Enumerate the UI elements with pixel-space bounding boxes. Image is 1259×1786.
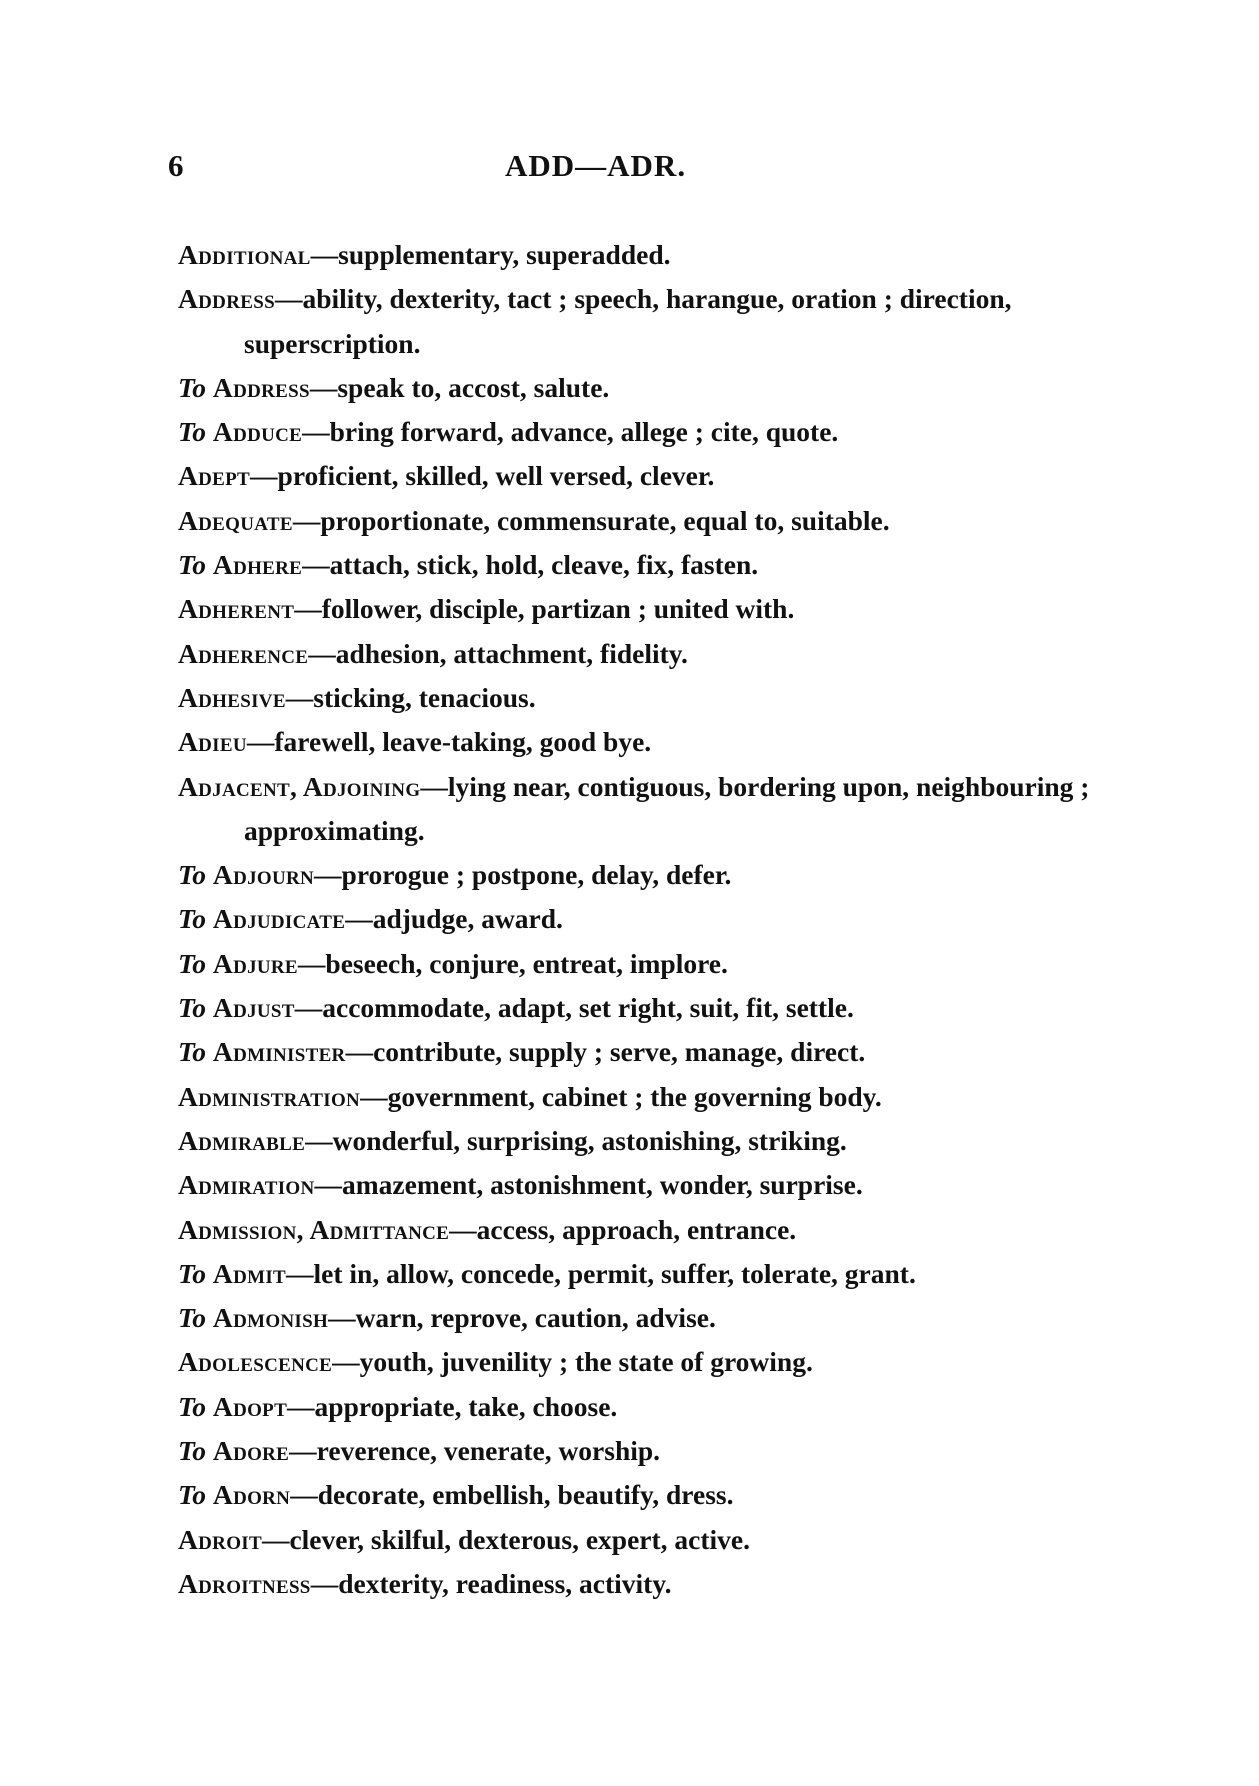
entry-definition: —lying near, contiguous, bordering upon, neighbouring ; approximating.: [244, 770, 1090, 846]
entry: [178, 720, 1098, 764]
entry-headword: Adieu: [178, 726, 247, 758]
entry: [178, 676, 1098, 720]
entry-headword: Adjure: [212, 947, 298, 979]
entry-definition: —bring forward, advance, allege ; cite, quote.: [302, 416, 839, 448]
entry-headword: Adept: [178, 460, 251, 492]
entry-prefix: To: [178, 1479, 213, 1511]
entry-definition: —access, approach, entrance.: [449, 1213, 797, 1245]
entry: [178, 1252, 1098, 1296]
entry-definition: —let in, allow, concede, permit, suffer, tolerate, grant.: [286, 1257, 916, 1289]
entry: [178, 1030, 1098, 1074]
entry-headword: Adroit: [178, 1523, 262, 1555]
entry-definition: —prorogue ; postpone, delay, defer.: [314, 859, 732, 891]
entry-definition: —ability, dexterity, tact ; speech, harangue, oration ; direction, superscription.: [244, 283, 1012, 359]
entry-headword: Adjourn: [212, 859, 315, 891]
entry: [178, 587, 1098, 631]
entry-prefix: To: [178, 1390, 213, 1422]
entry-prefix: To: [178, 1302, 213, 1334]
entry: [178, 233, 1098, 277]
entry-definition: —decorate, embellish, beautify, dress.: [290, 1479, 734, 1511]
page-number: 6: [168, 148, 185, 183]
entry-definition: —amazement, astonishment, wonder, surprise.: [314, 1169, 863, 1201]
entry-prefix: To: [178, 549, 213, 581]
entry: [178, 1473, 1098, 1517]
entry: [178, 986, 1098, 1030]
entry-definition: —contribute, supply ; serve, manage, direct.: [345, 1036, 866, 1068]
entry-definition: —dexterity, readiness, activity.: [310, 1567, 672, 1599]
entry-definition: —warn, reprove, caution, advise.: [328, 1302, 716, 1334]
entry-headword: Adroitness: [178, 1567, 311, 1599]
entry: [178, 1296, 1098, 1340]
entry: [178, 499, 1098, 543]
entry: [178, 1518, 1098, 1562]
entry: [178, 410, 1098, 454]
entry-headword: Admonish: [212, 1302, 329, 1334]
entry-headword: Address: [178, 283, 275, 315]
entry-prefix: To: [178, 1435, 213, 1467]
entry-headword: Adjacent, Adjoining: [178, 770, 421, 802]
running-head: ADD—ADR.: [505, 148, 687, 183]
entry-headword: Admit: [212, 1257, 286, 1289]
entry-headword: Adorn: [212, 1479, 291, 1511]
entry: [178, 543, 1098, 587]
entry-headword: Admirable: [178, 1124, 306, 1156]
entry: [178, 853, 1098, 897]
entry-headword: Adherent: [178, 593, 295, 625]
entry: [178, 942, 1098, 986]
entry: [178, 1208, 1098, 1252]
entry-definition: —wonderful, surprising, astonishing, striking.: [305, 1124, 847, 1156]
entry: [178, 454, 1098, 498]
entry-headword: Adolescence: [178, 1346, 333, 1378]
entry-headword: Adduce: [212, 416, 303, 448]
entry-list: [178, 233, 1098, 1606]
entry: [178, 765, 1098, 854]
entry-headword: Adequate: [178, 504, 293, 536]
entry-definition: —beseech, conjure, entreat, implore.: [297, 947, 728, 979]
entry: [178, 897, 1098, 941]
entry-definition: —accommodate, adapt, set right, suit, fit, settle.: [294, 992, 854, 1024]
entry: [178, 1075, 1098, 1119]
entry: [178, 1385, 1098, 1429]
entry: [178, 1119, 1098, 1163]
entry: [178, 277, 1098, 366]
entry-headword: Adherence: [178, 637, 309, 669]
entry-prefix: To: [178, 416, 213, 448]
entry-headword: Adopt: [212, 1390, 288, 1422]
entry: [178, 632, 1098, 676]
entry-definition: —sticking, tenacious.: [285, 681, 536, 713]
entry-definition: —clever, skilful, dexterous, expert, active.: [261, 1523, 750, 1555]
entry-prefix: To: [178, 859, 213, 891]
entry-definition: —adhesion, attachment, fidelity.: [308, 637, 688, 669]
entry-definition: —farewell, leave-taking, good bye.: [246, 726, 652, 758]
entry-headword: Adjust: [212, 992, 295, 1024]
entry-definition: —youth, juvenility ; the state of growing.: [332, 1346, 813, 1378]
entry-definition: —appropriate, take, choose.: [287, 1390, 618, 1422]
entry: [178, 1562, 1098, 1606]
entry: [178, 1163, 1098, 1207]
entry-headword: Administer: [212, 1036, 346, 1068]
entry-definition: —speak to, accost, salute.: [309, 371, 610, 403]
entry-headword: Admiration: [178, 1169, 315, 1201]
entry-headword: Adhesive: [178, 681, 286, 713]
entry-headword: Adore: [212, 1435, 290, 1467]
entry-headword: Administration: [178, 1080, 361, 1112]
entry-headword: Address: [212, 371, 310, 403]
entry-definition: —proficient, skilled, well versed, clever.: [250, 460, 715, 492]
entry-headword: Additional: [178, 239, 311, 270]
entry-prefix: To: [178, 903, 213, 935]
entry-prefix: To: [178, 947, 213, 979]
entry-definition: —reverence, venerate, worship.: [289, 1435, 661, 1467]
entry-definition: —adjudge, award.: [345, 903, 563, 935]
entry-headword: Adjudicate: [212, 903, 346, 935]
entry-definition: —supplementary, superadded.: [310, 239, 671, 270]
entry-headword: Adhere: [212, 549, 303, 581]
entry-definition: —proportionate, commensurate, equal to, suitable.: [292, 504, 890, 536]
entry-prefix: To: [178, 992, 213, 1024]
entry-definition: —attach, stick, hold, cleave, fix, fasten.: [302, 549, 759, 581]
entry: [178, 1429, 1098, 1473]
entry-prefix: To: [178, 371, 213, 403]
entry-definition: —follower, disciple, partizan ; united with.: [294, 593, 795, 625]
entry: [178, 1340, 1098, 1384]
entry-definition: —government, cabinet ; the governing body.: [360, 1080, 882, 1112]
entry-prefix: To: [178, 1036, 213, 1068]
entry: [178, 366, 1098, 410]
entry-headword: Admission, Admittance: [178, 1213, 450, 1245]
entry-prefix: To: [178, 1257, 213, 1289]
